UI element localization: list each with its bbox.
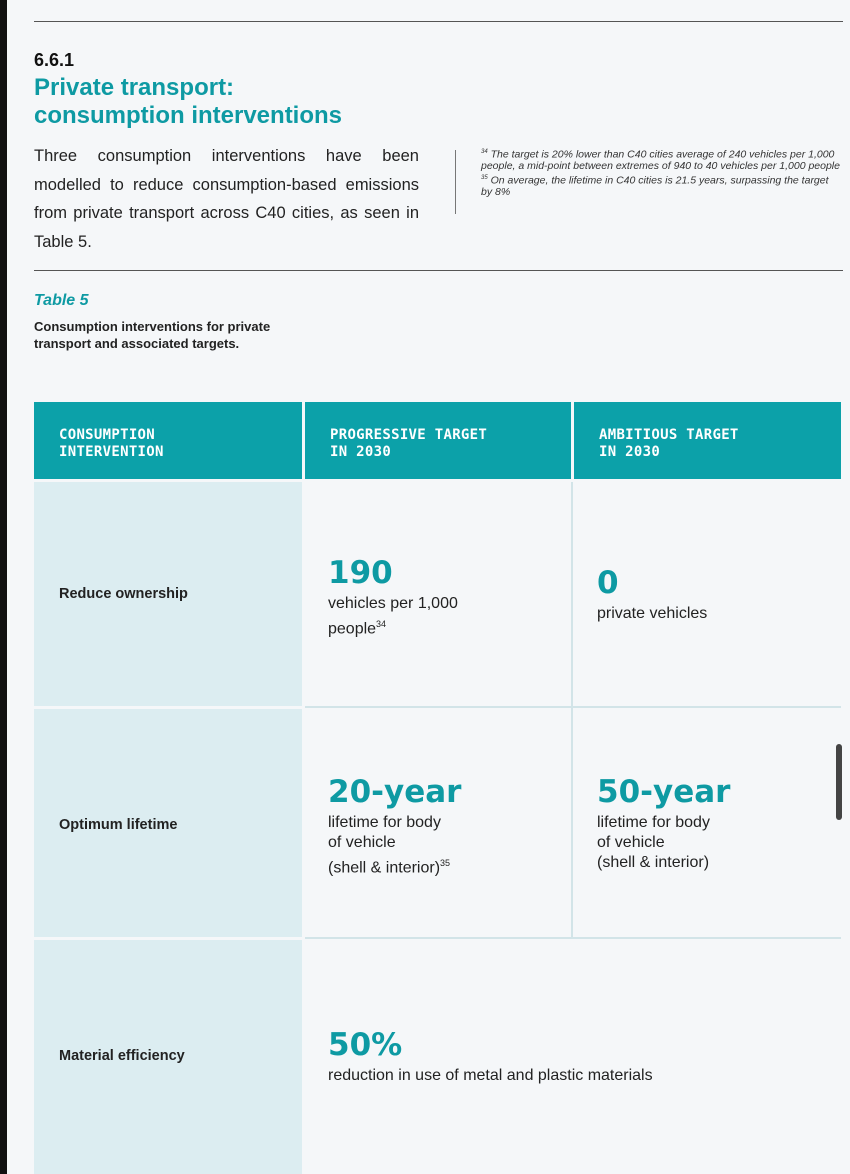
table-label: Table 5	[34, 292, 89, 309]
left-edge-bar	[0, 0, 7, 1174]
row-divider	[305, 706, 841, 708]
table-cell	[305, 482, 571, 706]
table-cell	[305, 709, 571, 937]
footnote-divider	[455, 150, 456, 214]
row-label-material-efficiency: Material efficiency	[59, 1048, 185, 1064]
combined-value: 50% reduction in use of metal and plastic materials	[328, 1027, 653, 1084]
table-header-progressive: PROGRESSIVE TARGET IN 2030	[305, 402, 571, 479]
middle-divider	[34, 270, 843, 271]
table-row-label-cell	[34, 709, 302, 937]
section-title-line2: consumption interventions	[34, 102, 343, 129]
row-label-optimum-lifetime: Optimum lifetime	[59, 817, 178, 833]
table-cell	[574, 709, 841, 937]
section-number: 6.6.1	[34, 50, 75, 70]
footnote-35: $^{35}$ On average, the lifetime in C40 cities is 21.5 years, surpassing the target by 8%	[481, 174, 829, 198]
progressive-value: 190 vehicles per 1,000 people$^{34}$	[328, 555, 458, 638]
section-title	[34, 74, 342, 130]
row-divider	[305, 937, 841, 939]
table-header-intervention: CONSUMPTION INTERVENTION	[34, 402, 302, 479]
intro-paragraph: Three consumption interventions have been modelled to reduce consumption-based emissions from private transport across C40 cities, as seen in Table 5.	[34, 147, 419, 251]
table-cell-combined	[305, 940, 841, 1174]
progressive-value: 20-year lifetime for body of vehicle (shell & interior)$^{35}$	[328, 774, 462, 877]
ambitious-value: 0 private vehicles	[597, 565, 708, 622]
section-title-line1: Private transport:	[34, 74, 235, 101]
ambitious-value: 50-year lifetime for body of vehicle (shell & interior)	[597, 774, 731, 871]
scrollbar-thumb[interactable]	[836, 744, 842, 820]
table-caption: Consumption interventions for private transport and associated targets.	[34, 319, 271, 351]
interventions-table	[34, 402, 841, 1174]
top-divider	[34, 21, 843, 22]
footnote-34: $^{34}$ The target is 20% lower than C40 cities average of 240 vehicles per 1,000 people, a mid-point between extremes of 940 to 40 vehicles per 1,000 people	[481, 148, 840, 172]
table-cell	[574, 482, 841, 706]
footnotes	[481, 147, 841, 198]
row-label-reduce-ownership: Reduce ownership	[59, 586, 188, 602]
table-row-label-cell	[34, 482, 302, 706]
table-header-ambitious: AMBITIOUS TARGET IN 2030	[574, 402, 841, 479]
table-row-label-cell	[34, 940, 302, 1174]
column-divider	[571, 482, 573, 937]
